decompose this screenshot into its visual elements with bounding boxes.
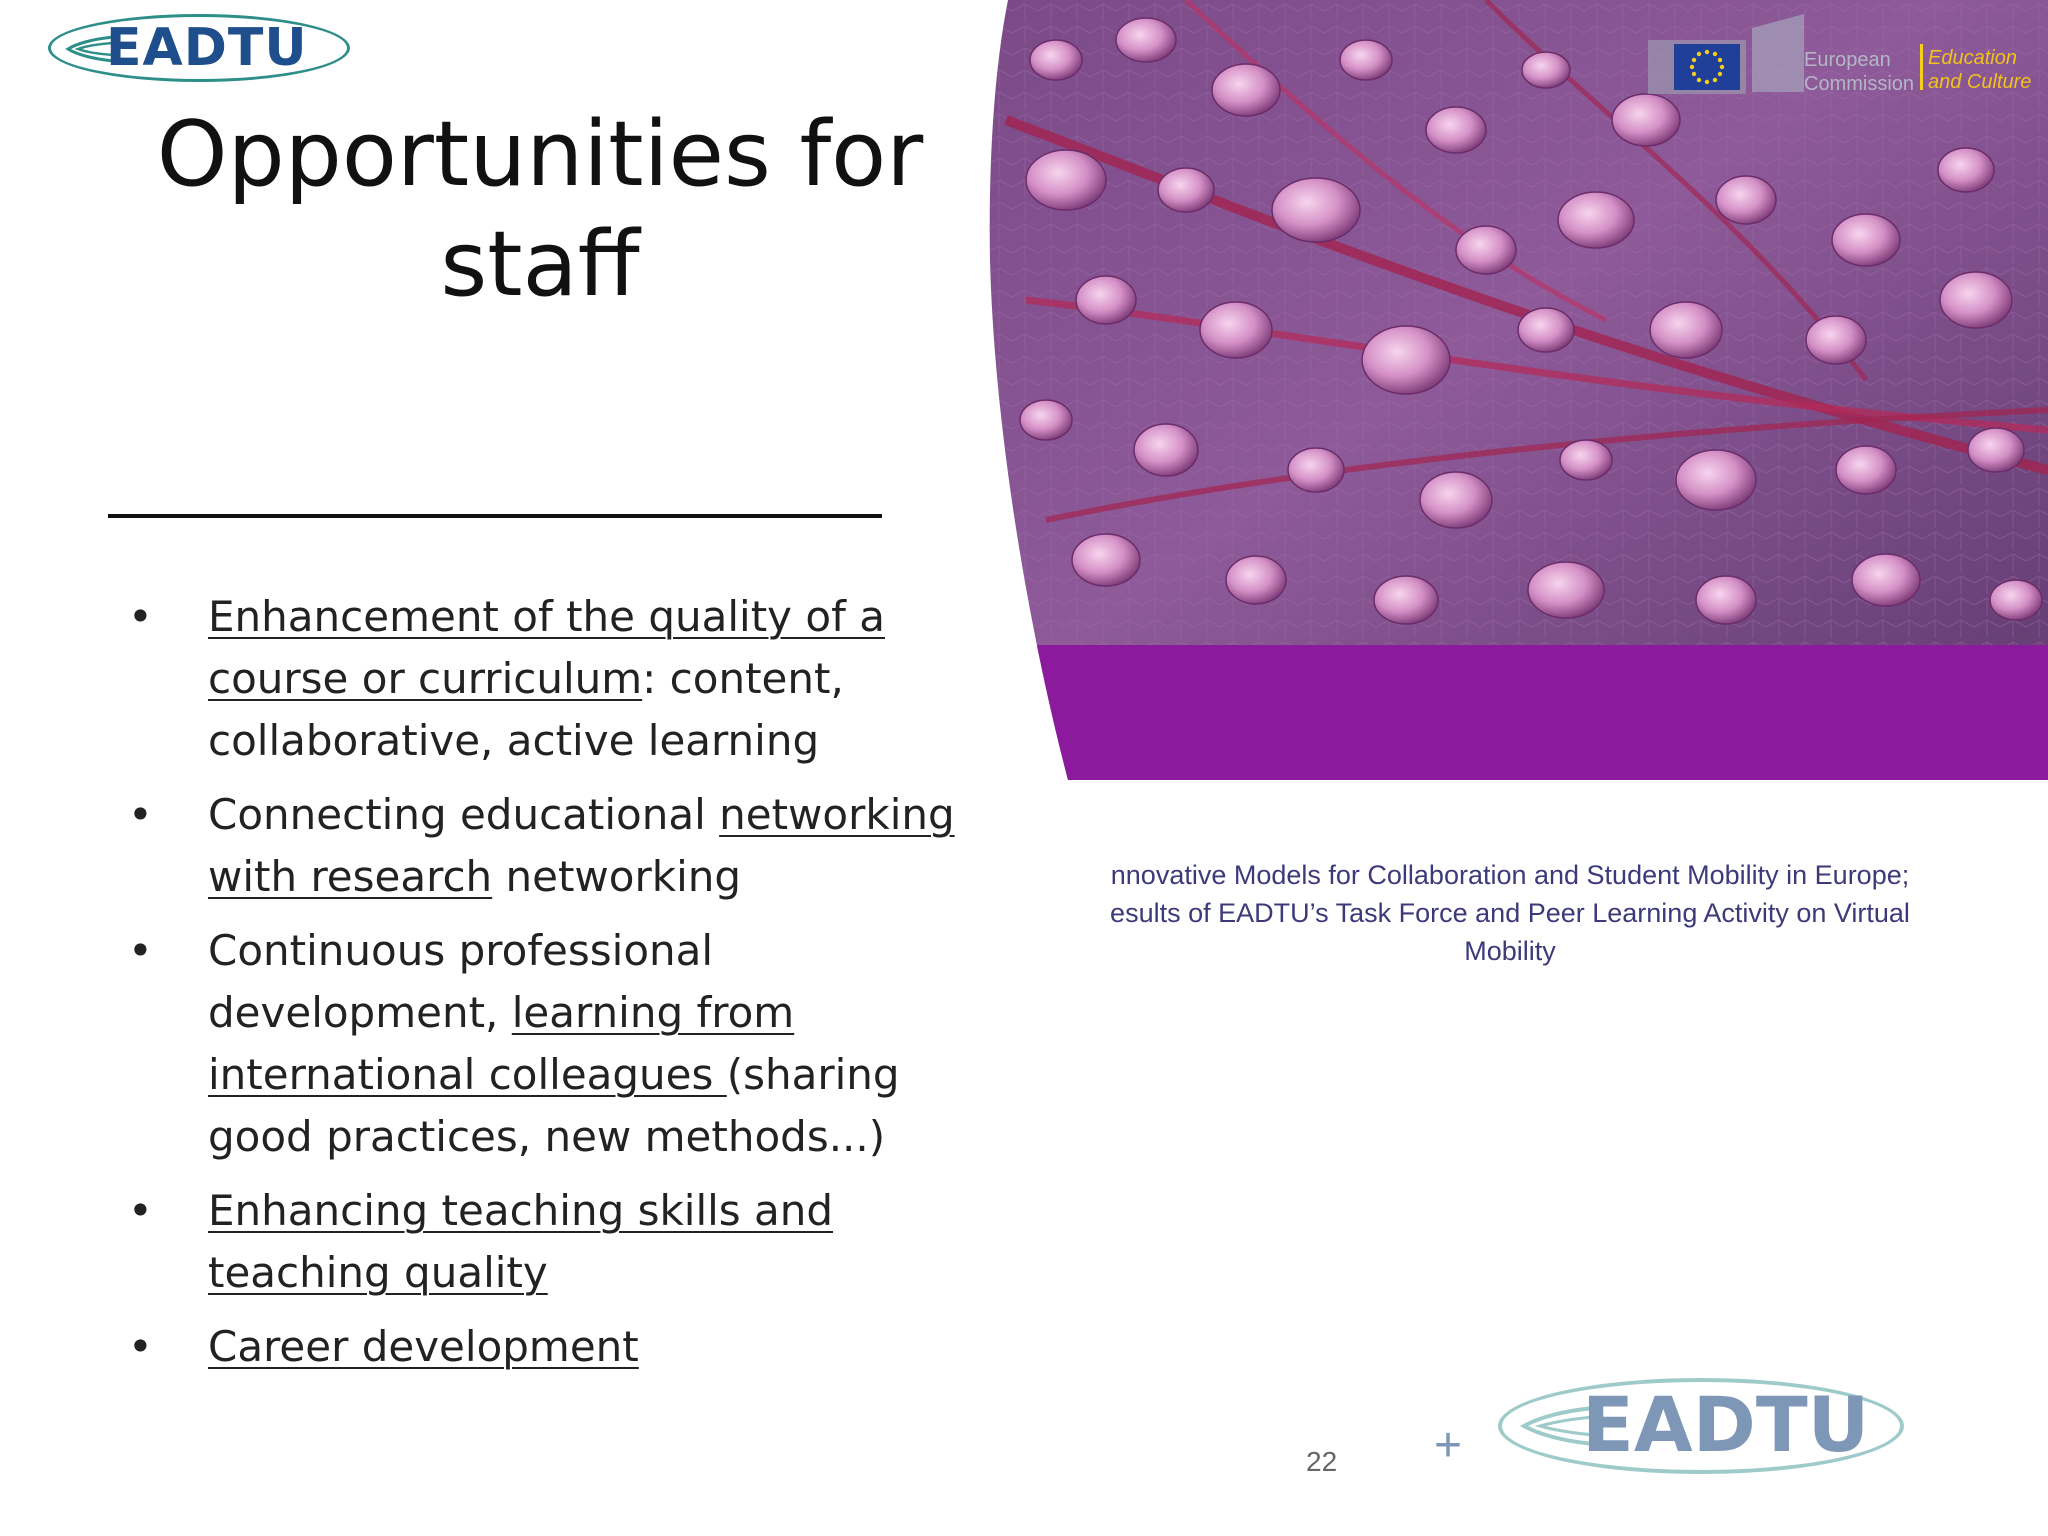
bullet-marker: • <box>128 790 153 839</box>
bullet-text: networking <box>492 852 742 901</box>
slide-title <box>100 100 980 320</box>
eadtu-logo-top <box>48 14 354 86</box>
bullet-link-text: Career development <box>208 1322 639 1371</box>
bullet-link-text: networking <box>719 790 955 839</box>
bullet-item <box>124 1180 984 1304</box>
title-divider <box>108 514 882 518</box>
bullet-link-text: course or curriculum <box>208 654 643 703</box>
left-panel <box>0 0 1000 1536</box>
bullet-text: Continuous professional <box>208 926 714 975</box>
page-number: 22 <box>1306 1446 1338 1477</box>
bullet-text: : content, <box>642 654 844 703</box>
bullet-link-text: Enhancement of the quality of a <box>208 592 885 641</box>
ec-dg-name: Education and Culture <box>1928 47 2032 93</box>
logo-wordmark: EADTU <box>1582 1380 1870 1469</box>
european-commission-logo <box>1648 14 2038 96</box>
bullet-marker: • <box>128 1322 153 1371</box>
bullet-item <box>124 1316 984 1378</box>
bullet-text: (sharing <box>726 1050 900 1099</box>
bullet-link-text: teaching quality <box>208 1248 548 1297</box>
bullet-text: collaborative, active learning <box>208 716 820 765</box>
water-droplets-leaf-photo <box>986 0 2048 780</box>
report-caption <box>1090 856 1930 970</box>
bullet-link-text: learning from <box>511 988 795 1037</box>
bullet-item <box>124 920 984 1168</box>
bullet-marker: • <box>128 1186 153 1235</box>
caption-line-1: nnovative Models for Collaboration and Student Mobility in Europe; <box>1110 860 1910 890</box>
bullet-link-text: with research <box>208 852 493 901</box>
logo-wordmark: EADTU <box>106 18 308 78</box>
caption-line-2: esults of EADTU’s Task Force and Peer Learning Activity on Virtual <box>1110 898 1910 928</box>
ec-name: European Commission <box>1804 49 1915 95</box>
bullet-text: Connecting educational <box>208 790 720 839</box>
bullet-marker: • <box>128 926 153 975</box>
bullet-text: development, <box>208 988 512 1037</box>
title-line-2: staff <box>440 212 640 317</box>
bullet-text: good practices, new methods...) <box>208 1112 886 1161</box>
bullet-link-text: Enhancing teaching skills and <box>208 1186 834 1235</box>
bullet-link-text: international colleagues <box>208 1050 727 1099</box>
eadtu-logo-bottom <box>1498 1378 1908 1478</box>
caption-line-3: Mobility <box>1464 936 1556 966</box>
bullet-list <box>124 586 984 1390</box>
bullet-item <box>124 586 984 772</box>
title-line-1: Opportunities for <box>156 102 924 207</box>
bullet-marker: • <box>128 592 153 641</box>
plus-sign: + <box>1434 1419 1463 1472</box>
bullet-item <box>124 784 984 908</box>
